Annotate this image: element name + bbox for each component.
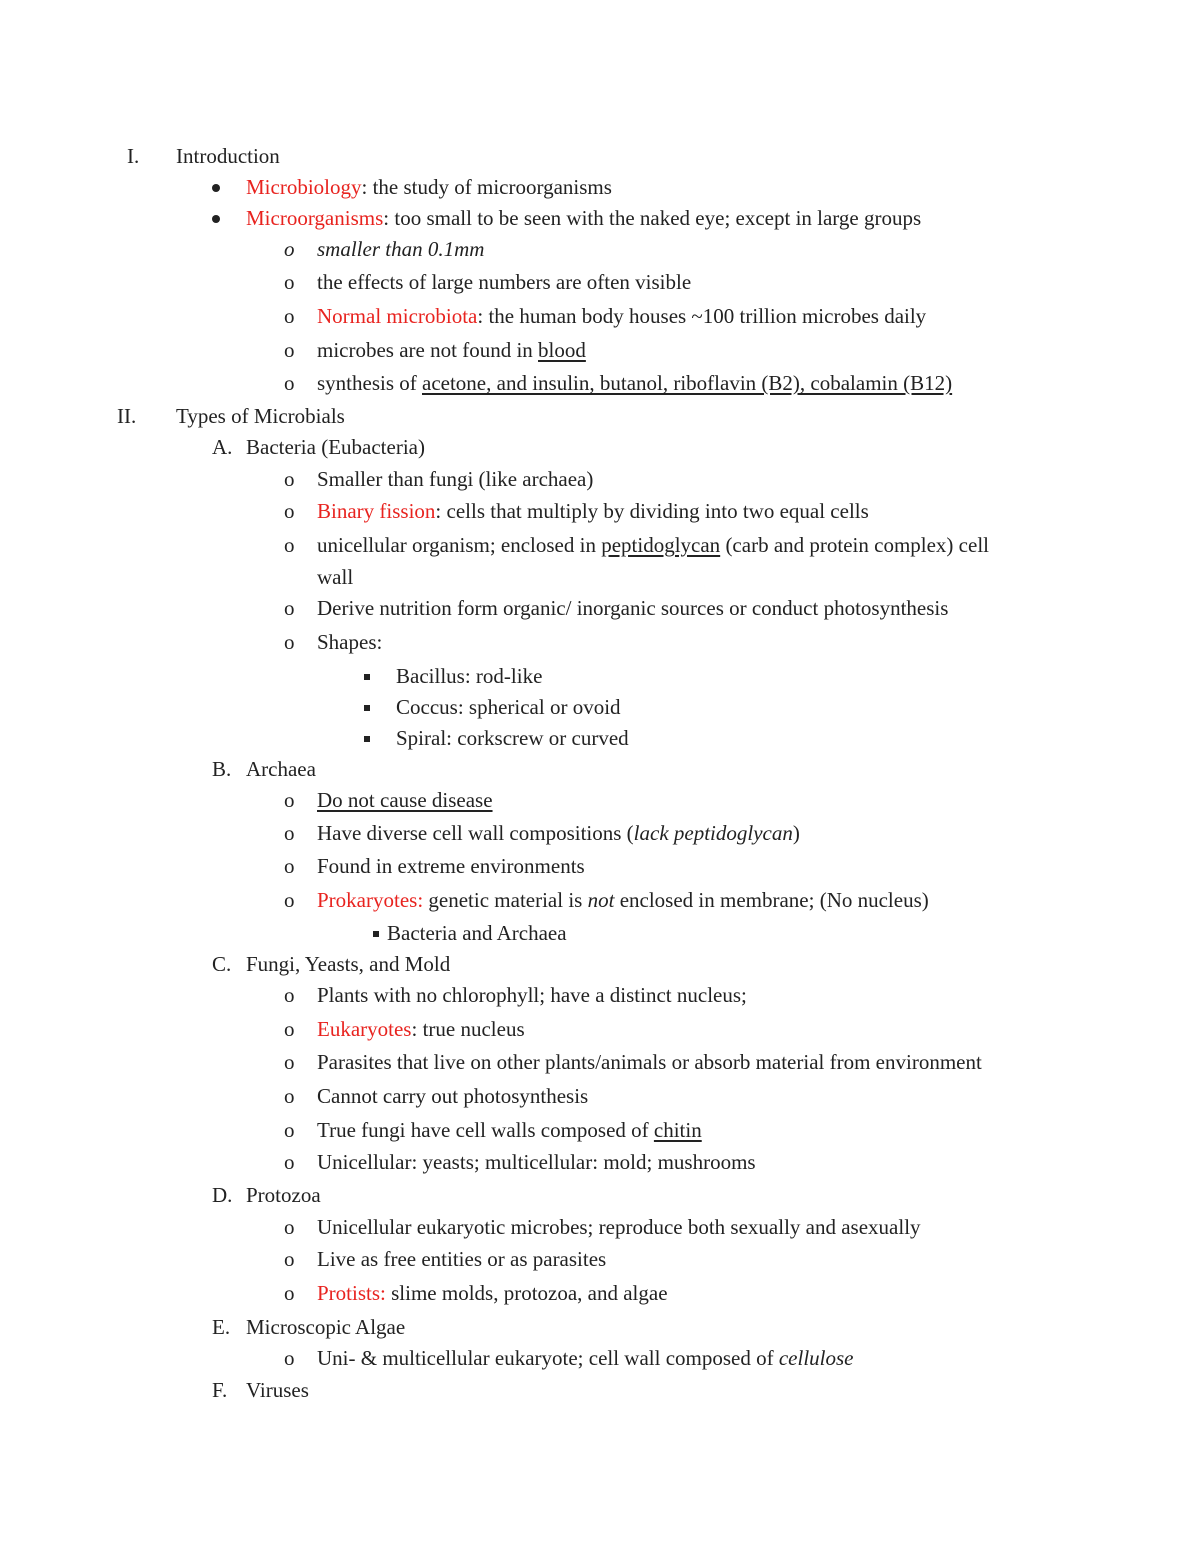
- square-bullet-icon: [364, 705, 370, 711]
- item-text: Smaller than fungi (like archaea): [317, 467, 594, 491]
- subsection-title: Archaea: [246, 757, 316, 781]
- subsection-letter: C.: [212, 952, 232, 976]
- item-text: synthesis of: [317, 371, 422, 395]
- sub-bullet-marker: o: [284, 338, 295, 362]
- subsection-title: Protozoa: [246, 1183, 321, 1207]
- item-text: enclosed in membrane; (No nucleus): [614, 888, 929, 912]
- sub-bullet-marker: o: [284, 788, 295, 812]
- item-text: : cells that multiply by dividing into two equal cells: [435, 499, 869, 523]
- sub-bullet-marker: o: [284, 1215, 295, 1239]
- item-text: : the study of microorganisms: [361, 175, 612, 199]
- sub-bullet-marker: o: [284, 237, 295, 261]
- bullet-icon: [212, 184, 220, 192]
- item-text: Cannot carry out photosynthesis: [317, 1084, 589, 1108]
- item-text: Found in extreme environments: [317, 854, 585, 878]
- item-text: ): [792, 821, 800, 845]
- sub-bullet-marker: o: [284, 854, 295, 878]
- square-bullet-icon: [364, 674, 370, 680]
- section-number: II.: [117, 404, 137, 428]
- subsection-letter: E.: [212, 1315, 231, 1339]
- subsection-title: Viruses: [246, 1378, 309, 1402]
- subsection-title: Bacteria (Eubacteria): [246, 435, 425, 459]
- item-text: genetic material is: [423, 888, 588, 912]
- item-text: True fungi have cell walls composed of: [317, 1118, 654, 1142]
- item-text: smaller than 0.1mm: [317, 237, 485, 261]
- item-text: Parasites that live on other plants/animals or absorb material from environment: [317, 1050, 982, 1074]
- underlined-text: Do not cause disease: [317, 788, 493, 812]
- item-text: the effects of large numbers are often visible: [317, 270, 692, 294]
- key-term: Prokaryotes:: [317, 888, 424, 912]
- item-text: Plants with no chlorophyll; have a distinct nucleus;: [317, 983, 747, 1007]
- sub-bullet-marker: o: [284, 270, 295, 294]
- item-text: : the human body houses ~100 trillion microbes daily: [477, 304, 927, 328]
- square-bullet-icon: [373, 931, 379, 937]
- subsection-letter: A.: [212, 435, 233, 459]
- item-text: microbes are not found in: [317, 338, 539, 362]
- item-text: Unicellular: yeasts; multicellular: mold; mushrooms: [317, 1150, 756, 1174]
- italic-text: cellulose: [778, 1346, 854, 1370]
- underlined-text: chitin: [653, 1118, 702, 1142]
- subsection-letter: D.: [212, 1183, 233, 1207]
- sub-bullet-marker: o: [284, 630, 295, 654]
- section-title: Types of Microbials: [176, 404, 345, 428]
- sub-bullet-marker: o: [284, 821, 295, 845]
- key-term: Normal microbiota: [317, 304, 478, 328]
- sub-bullet-marker: o: [284, 1118, 295, 1142]
- item-text: Bacillus: rod-like: [396, 664, 543, 688]
- item-text: : true nucleus: [411, 1017, 525, 1041]
- italic-text: lack peptidoglycan: [633, 821, 793, 845]
- item-text: wall: [317, 565, 354, 589]
- italic-text: not: [587, 888, 615, 912]
- bullet-icon: [212, 215, 220, 223]
- underlined-text: acetone, and insulin, butanol, riboflavin (B2), cobalamin (B12): [422, 371, 953, 395]
- sub-bullet-marker: o: [284, 304, 295, 328]
- sub-bullet-marker: o: [284, 1017, 295, 1041]
- sub-bullet-marker: o: [284, 499, 295, 523]
- sub-bullet-marker: o: [284, 1150, 295, 1174]
- section-number: I.: [127, 144, 140, 168]
- item-text: Spiral: corkscrew or curved: [396, 726, 629, 750]
- item-text: slime molds, protozoa, and algae: [385, 1281, 668, 1305]
- sub-bullet-marker: o: [284, 888, 295, 912]
- sub-bullet-marker: o: [284, 533, 295, 557]
- sub-bullet-marker: o: [284, 467, 295, 491]
- item-text: Uni- & multicellular eukaryote; cell wall composed of: [317, 1346, 779, 1370]
- key-term: Microorganisms: [246, 206, 384, 230]
- key-term: Microbiology: [246, 175, 362, 199]
- sub-bullet-marker: o: [284, 371, 295, 395]
- item-text: Shapes:: [317, 630, 383, 654]
- sub-bullet-marker: o: [284, 983, 295, 1007]
- square-bullet-icon: [364, 736, 370, 742]
- subsection-title: Fungi, Yeasts, and Mold: [246, 952, 451, 976]
- subsection-title: Microscopic Algae: [246, 1315, 406, 1339]
- underlined-text: peptidoglycan: [601, 533, 721, 557]
- sub-bullet-marker: o: [284, 1050, 295, 1074]
- underlined-text: blood: [538, 338, 586, 362]
- item-text: (carb and protein complex) cell: [720, 533, 989, 557]
- item-text: Derive nutrition form organic/ inorganic sources or conduct photosynthesis: [317, 596, 949, 620]
- item-text: Coccus: spherical or ovoid: [396, 695, 621, 719]
- key-term: Binary fission: [317, 499, 436, 523]
- item-text: Unicellular eukaryotic microbes; reproduce both sexually and asexually: [317, 1215, 921, 1239]
- item-text: Bacteria and Archaea: [387, 921, 567, 945]
- item-text: : too small to be seen with the naked eye; except in large groups: [383, 206, 922, 230]
- sub-bullet-marker: o: [284, 596, 295, 620]
- section-title: Introduction: [176, 144, 280, 168]
- key-term: Eukaryotes: [317, 1017, 412, 1041]
- sub-bullet-marker: o: [284, 1281, 295, 1305]
- subsection-letter: F.: [212, 1378, 228, 1402]
- sub-bullet-marker: o: [284, 1346, 295, 1370]
- subsection-letter: B.: [212, 757, 232, 781]
- item-text: unicellular organism; enclosed in: [317, 533, 602, 557]
- sub-bullet-marker: o: [284, 1247, 295, 1271]
- item-text: Live as free entities or as parasites: [317, 1247, 607, 1271]
- sub-bullet-marker: o: [284, 1084, 295, 1108]
- item-text: Have diverse cell wall compositions (: [317, 821, 634, 845]
- key-term: Protists:: [317, 1281, 386, 1305]
